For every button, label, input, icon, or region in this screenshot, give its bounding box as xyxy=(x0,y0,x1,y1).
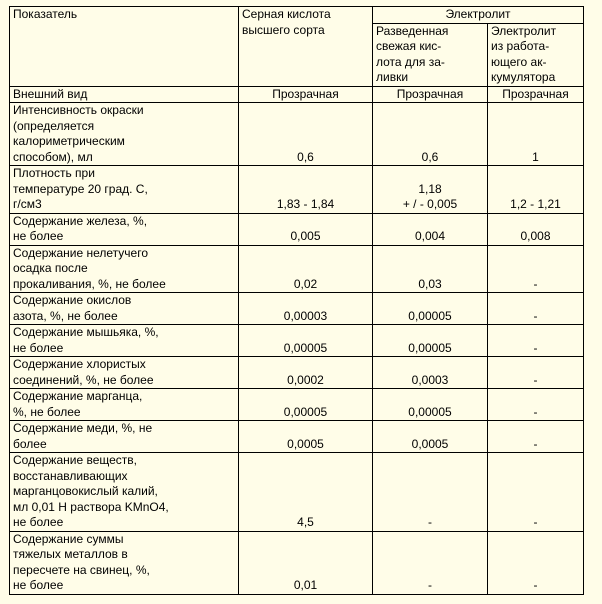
row-sulfuric-acid-value: 0,0002 xyxy=(239,357,373,389)
row-sulfuric-acid-value: 1,83 - 1,84 xyxy=(239,166,373,214)
row-working-electrolyte-value: 1 xyxy=(488,103,584,166)
table-row xyxy=(10,453,584,532)
row-working-electrolyte-value: - xyxy=(488,357,584,389)
header-fresh-acid: Разведенная свежая кис- лота для за- ливки xyxy=(373,23,488,86)
row-working-electrolyte-value: 1,2 - 1,21 xyxy=(488,166,584,214)
row-fresh-acid-value: 0,03 xyxy=(373,245,488,293)
row-indicator-cell: Содержание мышьяка, %, не более xyxy=(10,325,239,357)
table-row xyxy=(10,325,584,357)
row-indicator-cell: Содержание хлористых соединений, %, не более xyxy=(10,357,239,389)
table-row xyxy=(10,293,584,325)
row-indicator-cell: Содержание веществ, восстанавливающих марганцовокислый калий, мл 0,01 Н раствора KMnO4, не более xyxy=(10,453,239,532)
table-row xyxy=(10,245,584,293)
row-sulfuric-acid-value: Прозрачная xyxy=(239,86,373,103)
row-sulfuric-acid-value: 0,00005 xyxy=(239,325,373,357)
row-fresh-acid-value: 0,00005 xyxy=(373,293,488,325)
header-indicator: Показатель xyxy=(10,7,239,87)
header-sulfuric-acid: Серная кислота высшего сорта xyxy=(239,7,373,87)
row-sulfuric-acid-value: 0,005 xyxy=(239,213,373,245)
row-working-electrolyte-value: - xyxy=(488,325,584,357)
header-row-1 xyxy=(10,7,584,24)
row-working-electrolyte-value: - xyxy=(488,293,584,325)
row-fresh-acid-value: 0,0005 xyxy=(373,421,488,453)
row-indicator-cell: Содержание железа, %, не более xyxy=(10,213,239,245)
header-electrolyte: Электролит xyxy=(373,7,584,24)
row-working-electrolyte-value: - xyxy=(488,531,584,594)
row-fresh-acid-value: 0,0003 xyxy=(373,357,488,389)
row-working-electrolyte-value: - xyxy=(488,245,584,293)
specification-table xyxy=(9,6,584,595)
table-row xyxy=(10,213,584,245)
row-working-electrolyte-value: - xyxy=(488,389,584,421)
row-fresh-acid-value: 0,00005 xyxy=(373,325,488,357)
row-sulfuric-acid-value: 0,00003 xyxy=(239,293,373,325)
row-indicator-cell: Содержание марганца, %, не более xyxy=(10,389,239,421)
row-fresh-acid-value: 0,00005 xyxy=(373,389,488,421)
row-sulfuric-acid-value: 0,01 xyxy=(239,531,373,594)
row-working-electrolyte-value: - xyxy=(488,421,584,453)
row-indicator-cell: Содержание окислов азота, %, не более xyxy=(10,293,239,325)
row-sulfuric-acid-value: 4,5 xyxy=(239,453,373,532)
row-indicator-cell: Содержание меди, %, не более xyxy=(10,421,239,453)
row-fresh-acid-value: 0,6 xyxy=(373,103,488,166)
row-sulfuric-acid-value: 0,00005 xyxy=(239,389,373,421)
table-row xyxy=(10,166,584,214)
row-fresh-acid-value: - xyxy=(373,531,488,594)
table-row xyxy=(10,86,584,103)
row-sulfuric-acid-value: 0,0005 xyxy=(239,421,373,453)
table-row xyxy=(10,421,584,453)
row-working-electrolyte-value: Прозрачная xyxy=(488,86,584,103)
row-working-electrolyte-value: 0,008 xyxy=(488,213,584,245)
row-sulfuric-acid-value: 0,6 xyxy=(239,103,373,166)
row-indicator-cell: Содержание суммы тяжелых металлов в пересчете на свинец, %, не более xyxy=(10,531,239,594)
table-row xyxy=(10,389,584,421)
table-row xyxy=(10,103,584,166)
row-indicator-cell: Содержание нелетучего осадка после прокаливания, %, не более xyxy=(10,245,239,293)
row-fresh-acid-value: 1,18 + / - 0,005 xyxy=(373,166,488,214)
table-row xyxy=(10,357,584,389)
row-fresh-acid-value: 0,004 xyxy=(373,213,488,245)
row-working-electrolyte-value: - xyxy=(488,453,584,532)
table-row xyxy=(10,531,584,594)
row-sulfuric-acid-value: 0,02 xyxy=(239,245,373,293)
row-indicator-cell: Плотность при температуре 20 град. С, г/см3 xyxy=(10,166,239,214)
header-working-electrolyte: Электролит из работа- ющего ак- кумулятора xyxy=(488,23,584,86)
row-fresh-acid-value: Прозрачная xyxy=(373,86,488,103)
row-indicator-cell: Внешний вид xyxy=(10,86,239,103)
row-indicator-cell: Интенсивность окраски (определяется калориметрическим способом), мл xyxy=(10,103,239,166)
row-fresh-acid-value: - xyxy=(373,453,488,532)
